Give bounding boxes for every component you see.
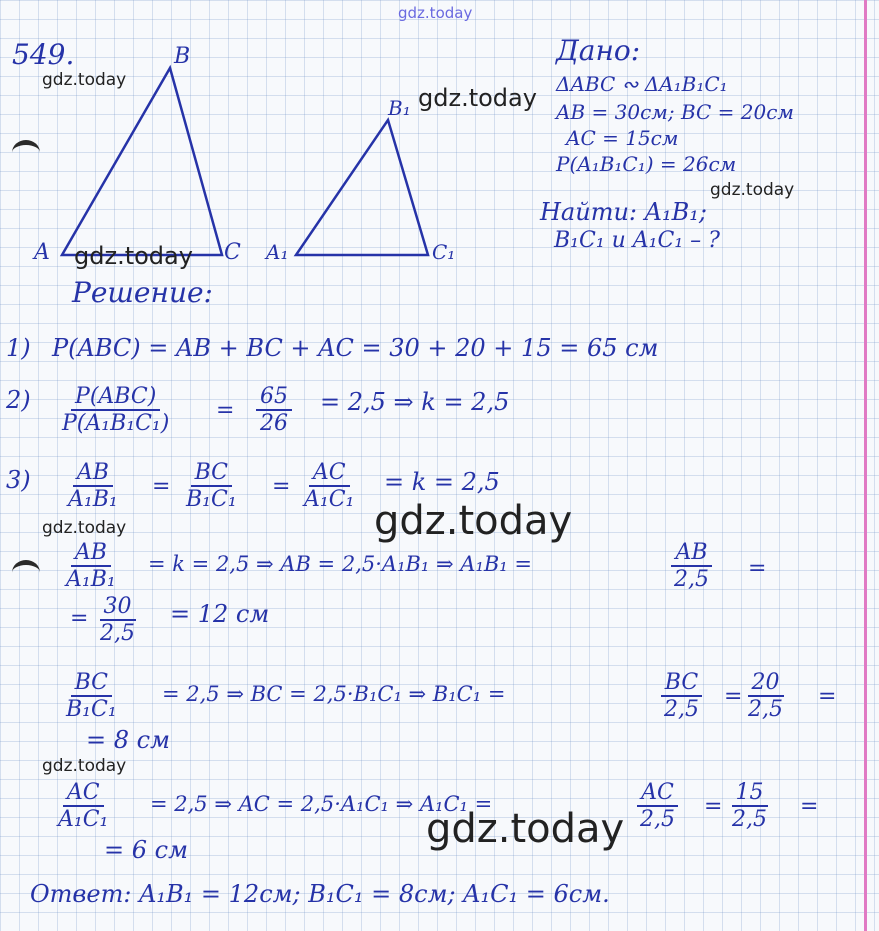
- find-line: B₁C₁ и A₁C₁ – ?: [554, 228, 720, 253]
- fraction-denominator: 2,5: [674, 567, 709, 592]
- fraction-numerator: AC: [63, 780, 104, 807]
- given-line-2: AB = 30см; BC = 20см: [556, 100, 795, 124]
- find-header: Найти: A₁B₁;: [540, 198, 707, 226]
- step-2-fraction-perimeters: [58, 384, 173, 436]
- step-1-text: P(ABC) = AB + BC + AC = 30 + 20 + 15 = 65 см: [52, 334, 659, 362]
- solution-header: Решение:: [72, 276, 213, 309]
- calc-1-trailing-equals: =: [748, 556, 767, 581]
- fraction-denominator: 2,5: [748, 697, 783, 722]
- fraction-denominator: B₁C₁: [66, 697, 117, 722]
- given-line-4: P(A₁B₁C₁) = 26см: [556, 152, 737, 176]
- fraction-denominator: A₁B₁: [66, 567, 116, 592]
- calc-2-chain: = 2,5 ⇒ BC = 2,5·B₁C₁ ⇒ B₁C₁ =: [162, 682, 506, 706]
- fraction-denominator: 2,5: [732, 807, 767, 832]
- step-3-tail: = k = 2,5: [384, 468, 500, 496]
- fraction-numerator: BC: [191, 460, 232, 487]
- watermark-small: gdz.today: [710, 180, 795, 200]
- calc-1-result: = 12 см: [170, 600, 270, 628]
- step-3-fraction-bc: [182, 460, 241, 512]
- fraction-numerator: AB: [671, 540, 711, 567]
- watermark-small: gdz.today: [42, 518, 127, 538]
- vertex-a-label: A: [34, 240, 50, 265]
- step-3-equals-2: =: [272, 474, 291, 499]
- step-1-label: 1): [6, 334, 31, 362]
- watermark-small: gdz.today: [42, 70, 127, 90]
- calc-3-result: = 6 см: [104, 836, 188, 864]
- fraction-numerator: 15: [732, 780, 768, 807]
- problem-number: 549.: [12, 38, 75, 71]
- fraction-numerator: AC: [309, 460, 350, 487]
- triangle-abc: [62, 68, 222, 255]
- triangle-a1b1c1: [296, 120, 428, 255]
- watermark-medium: gdz.today: [418, 84, 537, 112]
- given-line-1: ΔABC ∾ ΔA₁B₁C₁: [556, 72, 728, 96]
- step-2-equals: =: [216, 398, 235, 423]
- fraction-numerator: 65: [256, 384, 292, 411]
- fraction-denominator: A₁C₁: [58, 807, 109, 832]
- step-3-label: 3): [6, 466, 31, 494]
- calc-3-value-fraction: [728, 780, 771, 832]
- calc-1-fraction: [62, 540, 120, 592]
- step-2-result: = 2,5 ⇒ k = 2,5: [320, 388, 510, 416]
- watermark-medium: gdz.today: [74, 242, 193, 270]
- fraction-denominator: B₁C₁: [186, 487, 237, 512]
- calc-2-result: = 8 см: [86, 726, 170, 754]
- calc-3-trailing-equals: =: [800, 794, 819, 819]
- watermark-large: gdz.today: [426, 806, 625, 852]
- fraction-denominator: A₁C₁: [304, 487, 355, 512]
- step-2-label: 2): [6, 386, 31, 414]
- fraction-numerator: AB: [73, 460, 113, 487]
- calc-1-value-fraction: [96, 594, 139, 646]
- fraction-denominator: 2,5: [100, 621, 135, 646]
- given-line-3: AC = 15см: [566, 126, 679, 150]
- vertex-a1-label: A₁: [266, 240, 289, 264]
- calc-3-equals: =: [704, 794, 723, 819]
- watermark-small: gdz.today: [42, 756, 127, 776]
- watermark-large: gdz.today: [374, 498, 573, 544]
- fraction-denominator: 2,5: [664, 697, 699, 722]
- calc-1-result-fraction: [670, 540, 713, 592]
- calc-2-result-fraction: [660, 670, 703, 722]
- fraction-numerator: 20: [748, 670, 784, 697]
- fraction-denominator: 2,5: [640, 807, 675, 832]
- step-3-equals-1: =: [152, 474, 171, 499]
- vertex-b1-label: B₁: [388, 96, 411, 120]
- calc-1-leading-equals: =: [70, 606, 89, 631]
- fraction-numerator: 30: [100, 594, 136, 621]
- fraction-numerator: AB: [71, 540, 111, 567]
- given-header: Дано:: [556, 34, 641, 67]
- fraction-denominator: P(A₁B₁C₁): [62, 411, 170, 436]
- watermark-top: gdz.today: [398, 4, 473, 22]
- fraction-numerator: BC: [661, 670, 702, 697]
- step-3-fraction-ab: [64, 460, 122, 512]
- vertex-b-label: B: [174, 44, 191, 69]
- calc-2-equals: =: [724, 684, 743, 709]
- calc-3-chain: = 2,5 ⇒ AC = 2,5·A₁C₁ ⇒ A₁C₁ =: [150, 792, 493, 816]
- fraction-numerator: AC: [637, 780, 678, 807]
- fraction-numerator: P(ABC): [71, 384, 160, 411]
- calc-3-fraction: [54, 780, 112, 832]
- calc-2-trailing-equals: =: [818, 684, 837, 709]
- fraction-numerator: BC: [71, 670, 112, 697]
- step-2-fraction-values: [256, 384, 292, 436]
- step-3-fraction-ac: [300, 460, 358, 512]
- fraction-denominator: 26: [260, 411, 288, 436]
- calc-2-value-fraction: [744, 670, 787, 722]
- vertex-c-label: C: [224, 240, 241, 265]
- calc-1-chain: = k = 2,5 ⇒ AB = 2,5·A₁B₁ ⇒ A₁B₁ =: [148, 552, 532, 576]
- answer-line: Ответ: A₁B₁ = 12см; B₁C₁ = 8см; A₁C₁ = 6см.: [30, 880, 610, 908]
- calc-3-result-fraction: [636, 780, 679, 832]
- calc-2-fraction: [62, 670, 121, 722]
- fraction-denominator: A₁B₁: [68, 487, 118, 512]
- vertex-c1-label: C₁: [432, 240, 456, 264]
